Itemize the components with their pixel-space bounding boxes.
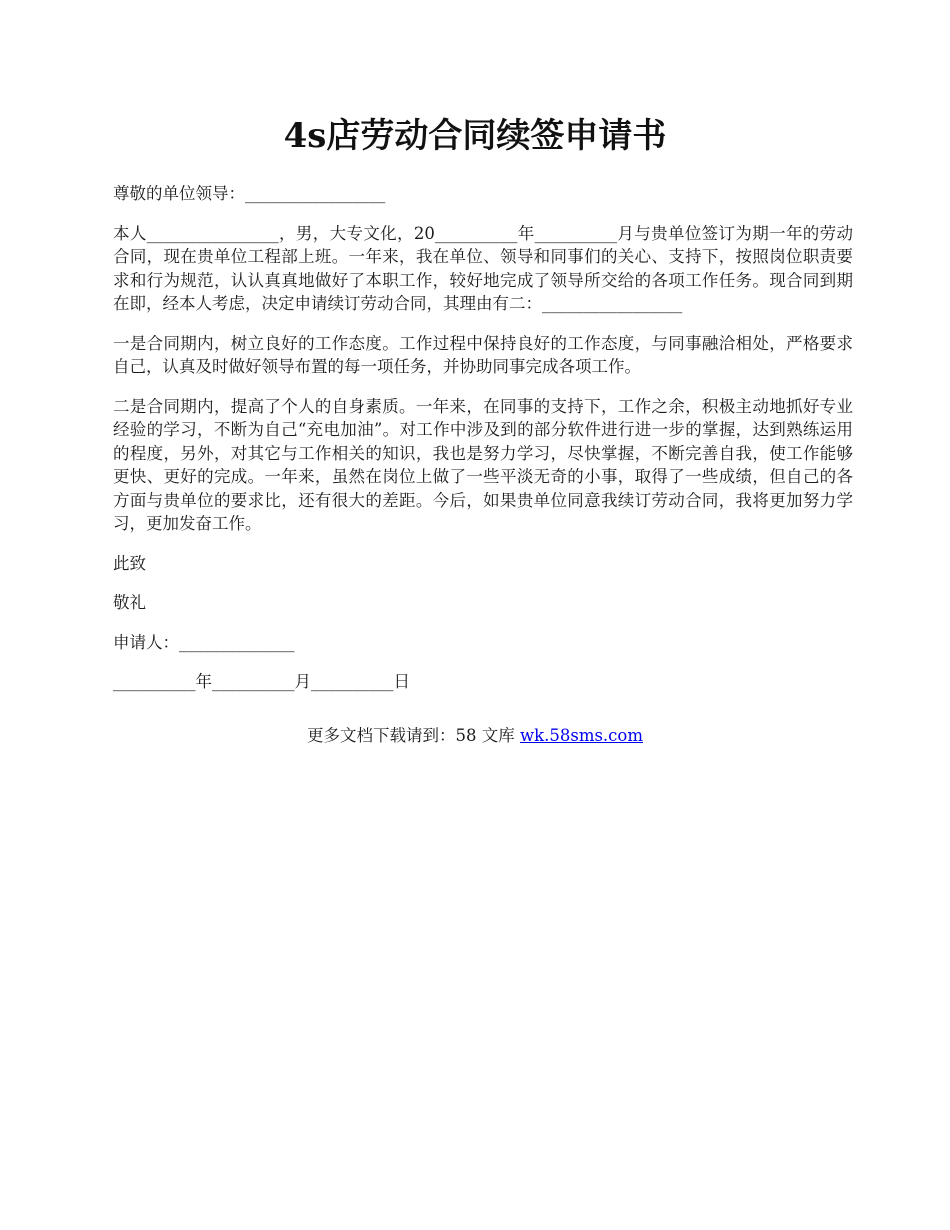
paragraph-reason-one: 一是合同期内，树立良好的工作态度。工作过程中保持良好的工作态度，与同事融洽相处，严格要求自己，认真及时做好领导布置的每一项任务，并协助同事完成各项工作。 — [113, 333, 853, 376]
date-line: __________年__________月__________日 — [113, 672, 410, 691]
document-body — [113, 182, 853, 710]
closing-regards: 敬礼 — [113, 593, 146, 612]
paragraph-reason-two: 二是合同期内，提高了个人的自身素质。一年来，在同事的支持下，工作之余，积极主动地抓好专业经验的学习，不断为自己“充电加油”。对工作中涉及到的部分软件进行进一步的掌握，达到熟练运用的程度，另外，对其它与工作相关的知识，我也是努力学习，尽快掌握，不断完善自我，使工作能够更快、更好的完成。一年来，虽然在岗位上做了一些平淡无奇的小事，取得了一些成绩，但自己的各方面与贵单位的要求比，还有很大的差距。今后，如果贵单位同意我续订劳动合同，我将更加努力学习，更加发奋工作。 — [113, 396, 853, 533]
download-footer — [0, 724, 950, 748]
greeting-line: 尊敬的单位领导：_________________ — [113, 184, 386, 203]
document-title: 4s店劳动合同续签申请书 — [283, 116, 667, 156]
paragraph-intro: 本人________________，男，大专文化，20__________年__________月与贵单位签订为期一年的劳动合同，现在贵单位工程部上班。一年来，我在单位、领导和同事们的关心、支持下，按照岗位职责要求和行为规范，认认真真地做好了本职工作，较好地完成了领导所交给的各项工作任务。现合同到期在即，经本人考虑，决定申请续订劳动合同，其理由有二：_________________ — [113, 223, 853, 313]
applicant-line: 申请人：______________ — [113, 632, 295, 652]
footer-link[interactable]: wk.58sms.com — [519, 726, 643, 745]
footer-prefix: 更多文档下载请到：58 文库 — [306, 726, 520, 745]
closing-salutation: 此致 — [113, 553, 146, 573]
